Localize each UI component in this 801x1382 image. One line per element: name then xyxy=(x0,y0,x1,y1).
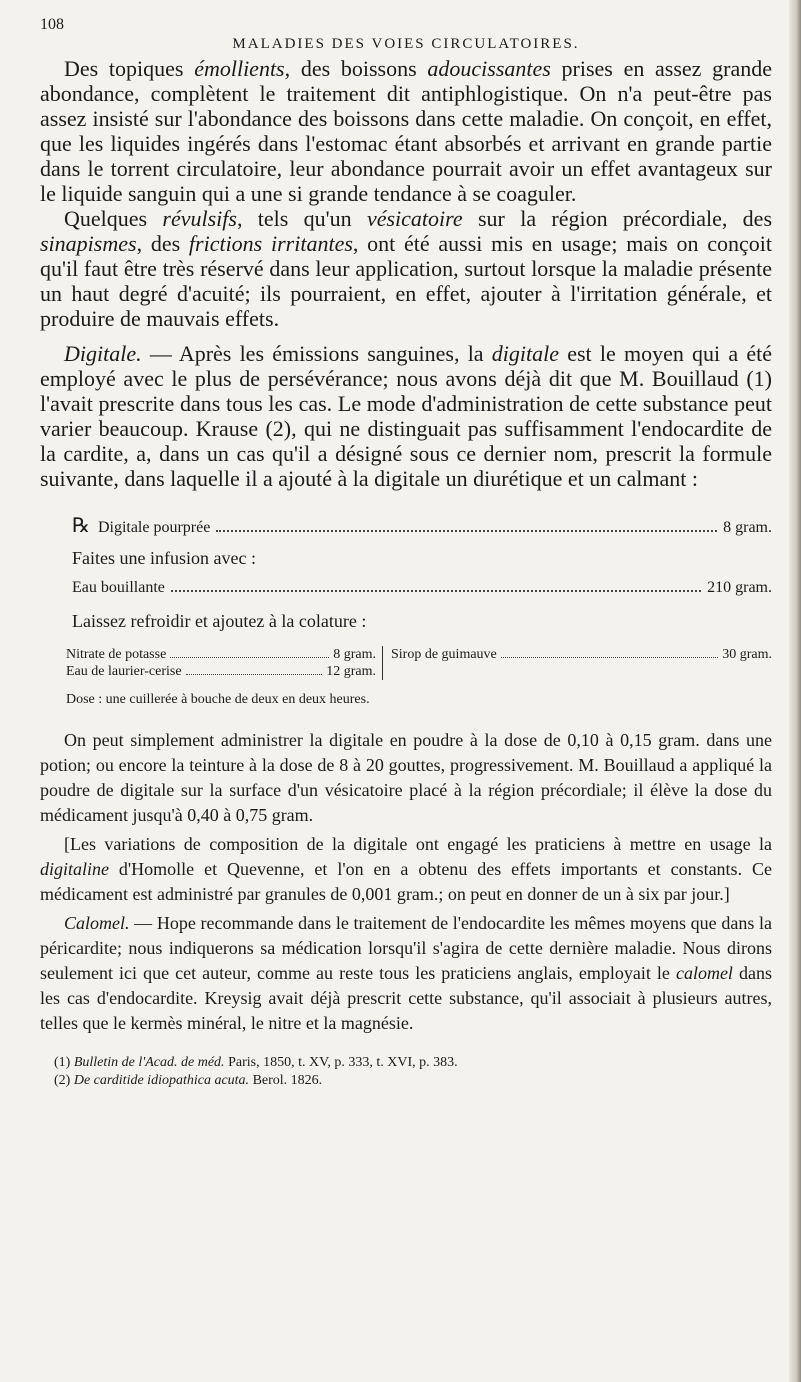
table-row xyxy=(66,646,376,663)
leader-dots xyxy=(186,674,323,675)
ingredient-dose: 8 gram. xyxy=(723,519,772,536)
italic-term: sinapismes xyxy=(40,231,137,256)
paragraph-digitale xyxy=(40,341,772,491)
text-run: — Après les émissions sanguines, la xyxy=(141,341,492,366)
footnote-detail: Berol. 1826. xyxy=(249,1073,323,1088)
text-run: [Les variations de composition de la digitale ont engagé les praticiens à mettre en usage la xyxy=(64,834,772,854)
book-page xyxy=(40,14,772,1090)
paragraph-poudre: On peut simplement administrer la digitale en poudre à la dose de 0,10 à 0,15 gram. dans une potion; ou encore la teinture à la dose de 8 à 20 gouttes, progressivement. M. Bouillaud a appliqué la poudre de digitale sur la surface d'un vésicatoire placé à la région précordiale; il élève la dose du médicament jusqu'à 0,40 à 0,75 gram. xyxy=(40,730,772,825)
italic-term: calomel xyxy=(675,963,733,983)
section-heading-calomel: Calomel. xyxy=(64,913,130,933)
ingredient-label: Eau de laurier-cerise xyxy=(66,664,182,679)
ingredient-label: Sirop de guimauve xyxy=(391,647,497,662)
italic-term: vésicatoire xyxy=(366,206,463,231)
text-run: d'Homolle et Quevenne, et l'on en a obtenu des effets importants et constants. Ce médicament est administré par granules de 0,001 gram.; on peut en donner de un à six par jour.] xyxy=(40,859,772,904)
table-row xyxy=(66,663,376,680)
footnote-title: Bulletin de l'Acad. de méd. xyxy=(73,1055,225,1070)
formula-table-right xyxy=(383,646,772,680)
prescription-formula xyxy=(40,513,772,708)
text-run: — Hope recommande dans le traitement de l'endocardite les mêmes moyens que dans la péricardite; nous indiquerons sa médication lorsqu'il s'agira de cette dernière maladie. Nous dirons seulement ici que cet auteur, comme au reste tous les praticiens anglais, employait le xyxy=(40,913,772,983)
running-head: MALADIES DES VOIES CIRCULATOIRES. xyxy=(232,36,580,52)
italic-term: révulsifs xyxy=(162,206,237,231)
formula-instruction: Faites une infusion avec : xyxy=(72,548,256,568)
page-number: 108 xyxy=(40,16,64,33)
text-run: dans les cas d'endocardite. Kreysig avait déjà prescrit cette substance, qu'il associait à plusieurs autres, telles que le kermès minéral, le nitre et la magnésie. xyxy=(40,963,772,1033)
footnote-detail: Paris, 1850, t. XV, p. 333, t. XVI, p. 383. xyxy=(224,1055,458,1070)
text-run: , tels qu'un xyxy=(236,206,367,231)
text-run: est le moyen qui a été employé avec le plus de persévérance; nous avons déjà dit que M. Bouillaud (1) l'avait prescrite dans tous les cas. Le mode d'administration de cette substance peut varier beaucoup. Krause (2), qui ne distinguait pas suffisamment l'endocardite de la cardite, a, dans un cas qu'il a désigné sous ce dernier nom, prescrit la formule suivante, dans laquelle il a ajouté à la digitale un diurétique et un calmant : xyxy=(40,341,772,491)
footnote-title: De carditide idiopathica acuta. xyxy=(73,1073,250,1088)
ingredient-label: Eau bouillante xyxy=(72,579,165,596)
text-run: , ont été aussi mis en usage; mais on conçoit qu'il faut être très réservé dans leur application, surtout lorsque la maladie présente un haut degré d'acuité; ils pourraient, en effet, ajouter à l'irritation générale, et produire de mauvais effets. xyxy=(40,231,773,331)
ingredient-label: Nitrate de potasse xyxy=(66,647,167,662)
paragraph-emollients xyxy=(40,56,772,206)
paragraph-calomel xyxy=(40,911,772,1036)
italic-term: adoucissantes xyxy=(427,56,551,81)
paragraph-digitaline xyxy=(40,832,772,907)
ingredient-dose: 8 gram. xyxy=(333,647,376,662)
table-row xyxy=(391,646,772,663)
footnote xyxy=(54,1072,772,1090)
footnote-number: (2) xyxy=(54,1073,71,1088)
italic-term: frictions irritantes xyxy=(188,231,353,256)
leader-dots xyxy=(170,657,329,658)
ingredient-label: Digitale pourprée xyxy=(97,519,211,536)
text-run: sur la région précordiale, des xyxy=(462,206,773,231)
text-run: Quelques xyxy=(64,206,163,231)
page-header xyxy=(40,14,772,56)
text-run: prises en assez grande abondance, complètent le traitement dit antiphlogistique. On n'a peut-être pas assez insisté sur l'abondance des boissons dans cette maladie. On conçoit, en effet, que les liquides ingérés dans l'estomac étant absorbés et arrivant en grande partie dans le torrent circulatoire, leur abondance pourrait avoir un effet avantageux sur le liquide sanguin qui a une si grande tendance à se coaguler. xyxy=(40,56,773,206)
footnote xyxy=(54,1054,772,1072)
text-run: , des xyxy=(136,231,189,256)
section-heading-digitale: Digitale. xyxy=(64,341,142,366)
page-edge-shadow xyxy=(789,0,801,1382)
leader-dots xyxy=(171,590,701,592)
ingredient-dose: 30 gram. xyxy=(722,647,772,662)
italic-term: émollients xyxy=(194,56,285,81)
ingredient-dose: 210 gram. xyxy=(707,579,772,596)
dose-note: Dose : une cuillerée à bouche de deux en deux heures. xyxy=(66,692,370,707)
ingredient-dose: 12 gram. xyxy=(326,664,376,679)
leader-dots xyxy=(501,657,718,658)
recipe-symbol-icon: ℞ xyxy=(72,515,90,537)
paragraph-revulsifs xyxy=(40,206,772,331)
formula-table xyxy=(40,646,772,680)
footnote-number: (1) xyxy=(54,1055,71,1070)
formula-line-eau xyxy=(40,579,772,597)
footnotes xyxy=(40,1054,772,1090)
leader-dots xyxy=(216,530,717,532)
text-run: Des topiques xyxy=(64,56,195,81)
text-run: , des boissons xyxy=(284,56,428,81)
formula-table-left xyxy=(40,646,383,680)
italic-term: digitale xyxy=(491,341,560,366)
formula-line-digitale xyxy=(40,513,772,538)
formula-instruction: Laissez refroidir et ajoutez à la colature : xyxy=(72,611,367,631)
italic-term: digitaline xyxy=(40,859,109,879)
